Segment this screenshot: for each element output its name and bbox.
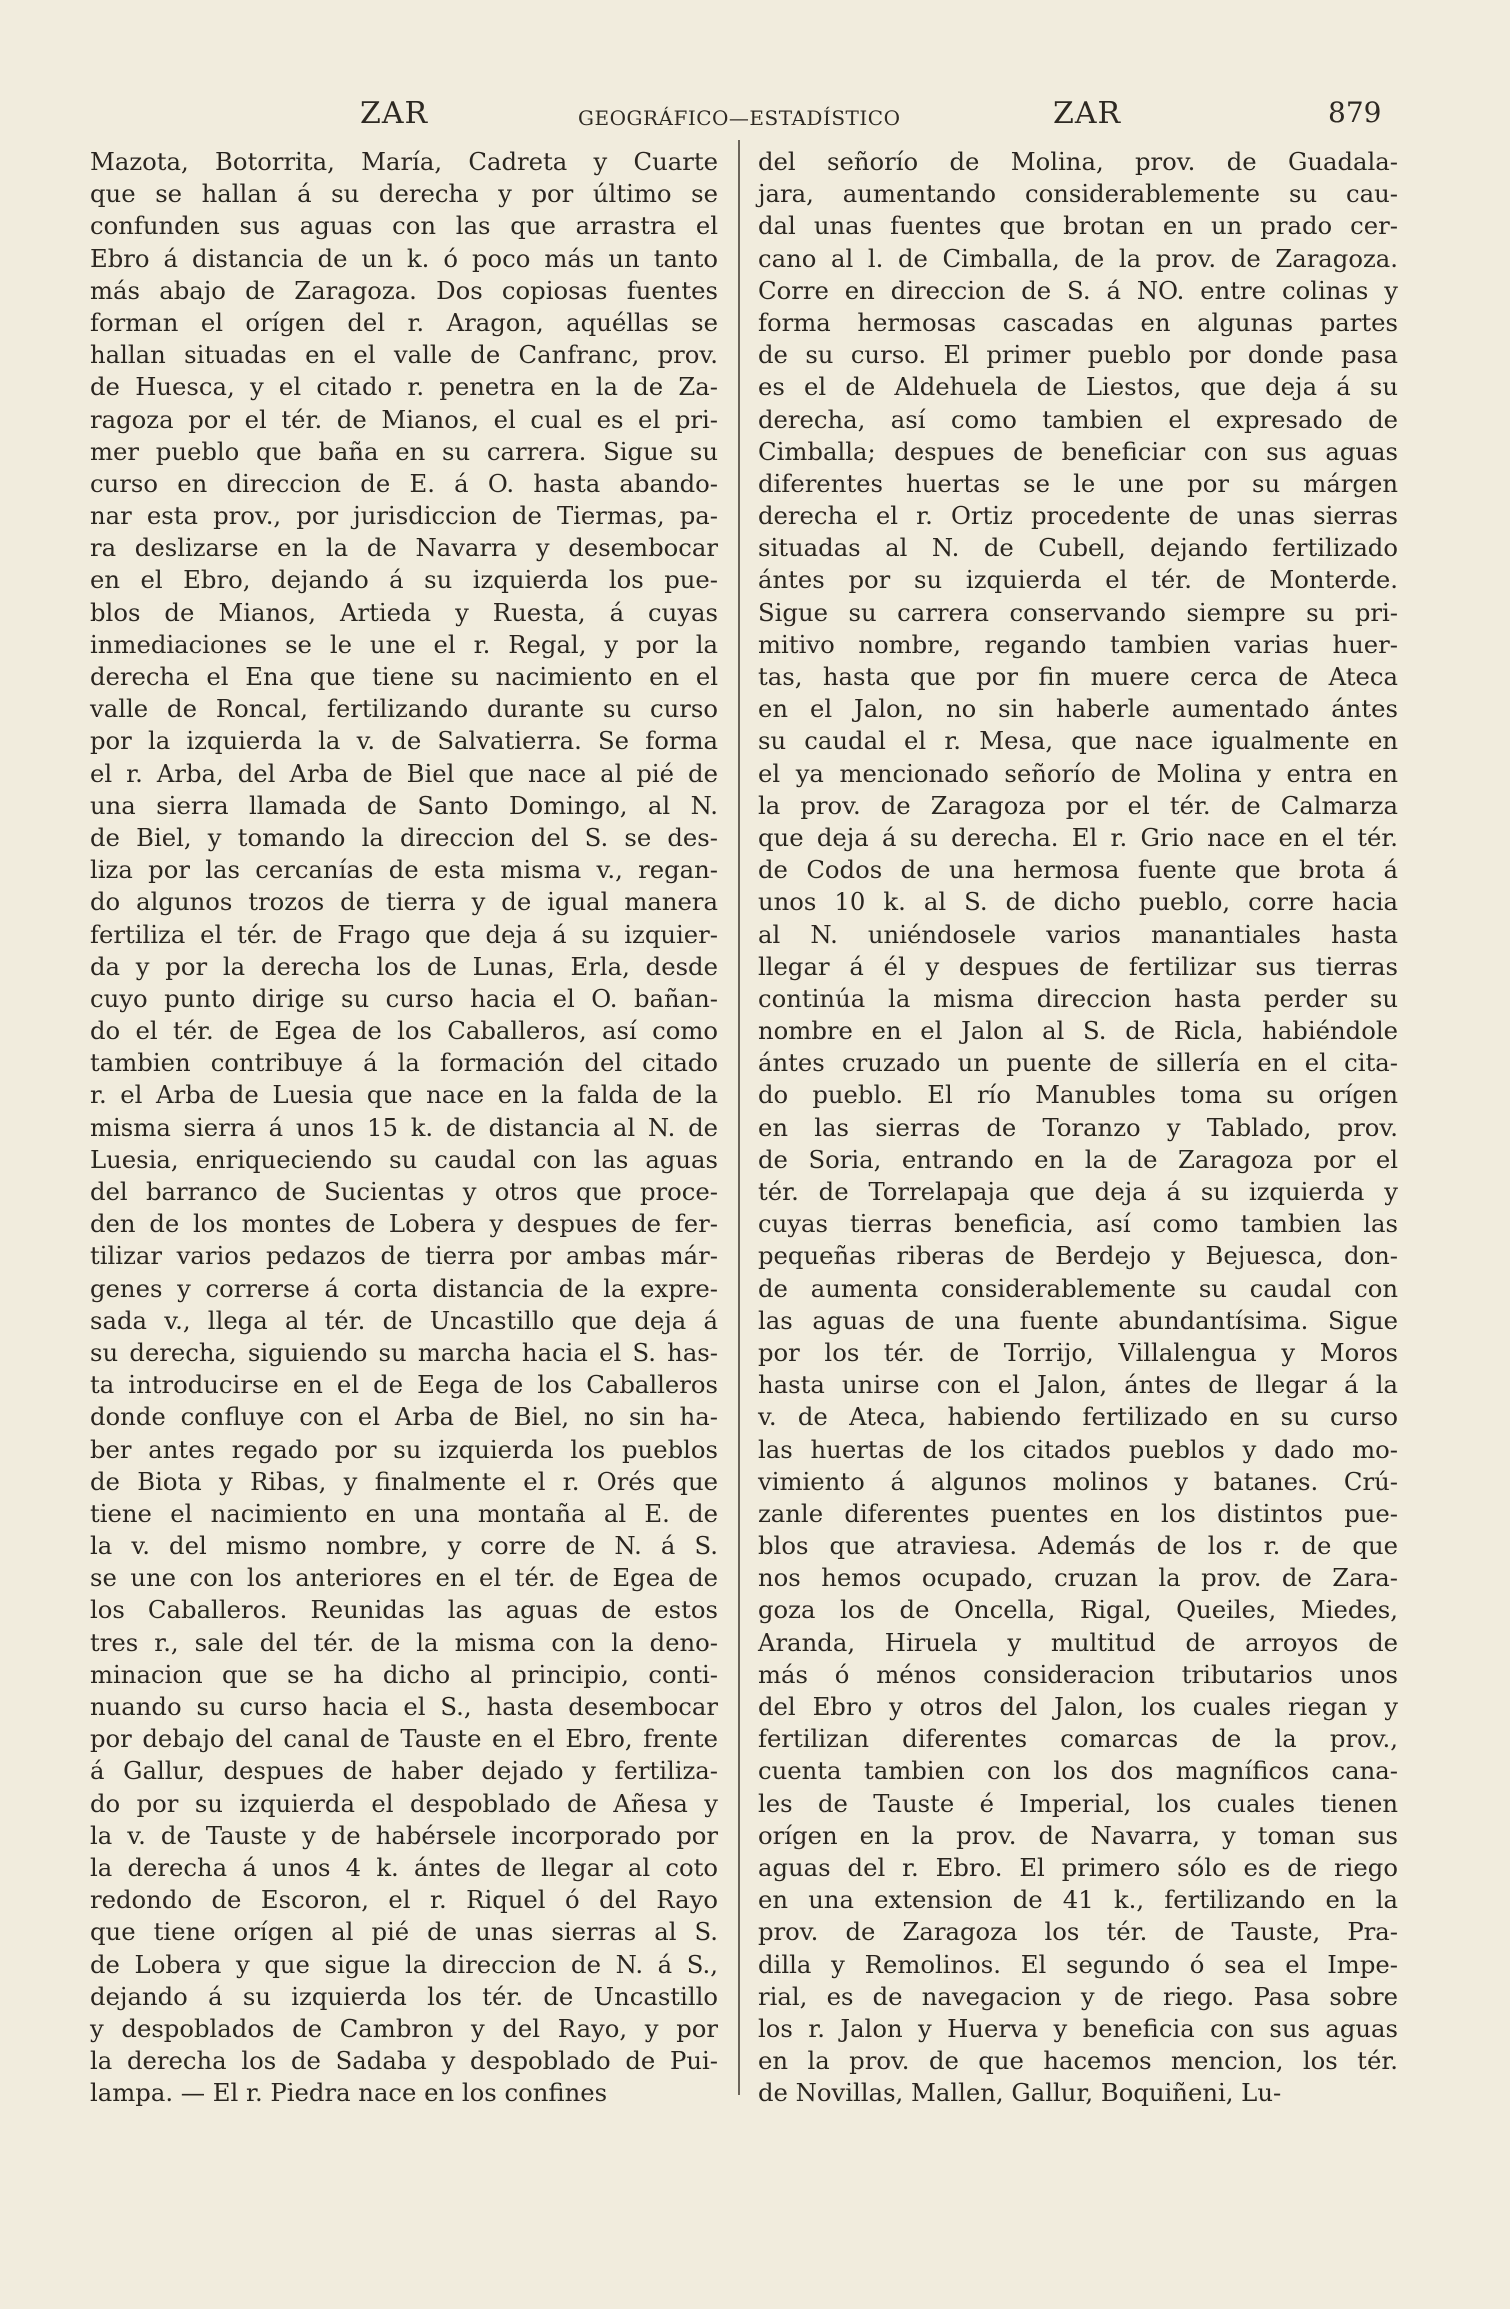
text-line: Mazota, Botorrita, María, Cadreta y Cuarte bbox=[90, 147, 718, 176]
text-line: del Ebro y otros del Jalon, los cuales riegan y bbox=[758, 1692, 1398, 1721]
text-line: les de Tauste é Imperial, los cuales tienen bbox=[758, 1788, 1398, 1818]
text-line: que se hallan á su derecha y por último se bbox=[90, 179, 718, 209]
text-line: aguas del r. Ebro. El primero sólo es de riego bbox=[758, 1852, 1398, 1882]
text-line: misma sierra á unos 15 k. de distancia al N. de bbox=[90, 1112, 718, 1142]
text-line: en el Jalon, no sin haberle aumentado ántes bbox=[758, 694, 1398, 724]
text-line: los Caballeros. Reunidas las aguas de estos bbox=[90, 1595, 718, 1625]
header-right-word: ZAR bbox=[1053, 96, 1122, 131]
text-line: curso en direccion de E. á O. hasta abando- bbox=[90, 468, 718, 498]
page-number: 879 bbox=[1328, 96, 1382, 129]
text-line: hasta unirse con el Jalon, ántes de llegar á la bbox=[758, 1370, 1398, 1400]
text-line: la derecha los de Sadaba y despoblado de Pui- bbox=[90, 2046, 718, 2076]
text-line: la v. de Tauste y de habérsele incorporado por bbox=[90, 1820, 718, 1850]
text-line: unos 10 k. al S. de dicho pueblo, corre hacia bbox=[758, 887, 1398, 917]
text-line: es el de Aldehuela de Liestos, que deja á su bbox=[758, 372, 1398, 402]
text-line: á Gallur, despues de haber dejado y fertiliza- bbox=[90, 1756, 718, 1786]
text-line: los r. Jalon y Huerva y beneficia con sus aguas bbox=[758, 2013, 1398, 2043]
text-line: dilla y Remolinos. El segundo ó sea el Impe- bbox=[758, 1949, 1398, 1979]
text-line: valle de Roncal, fertilizando durante su curso bbox=[90, 694, 718, 724]
header-center-title: GEOGRÁFICO—ESTADÍSTICO bbox=[578, 106, 901, 130]
text-line: minacion que se ha dicho al principio, conti- bbox=[90, 1659, 718, 1689]
text-line: la prov. de Zaragoza por el tér. de Calmarza bbox=[758, 790, 1398, 820]
text-line: mer pueblo que baña en su carrera. Sigue su bbox=[90, 436, 718, 466]
column-divider bbox=[738, 140, 740, 2095]
text-line: más abajo de Zaragoza. Dos copiosas fuentes bbox=[90, 275, 718, 305]
text-line: de su curso. El primer pueblo por donde pasa bbox=[758, 340, 1398, 370]
text-line: fertilizan diferentes comarcas de la prov., bbox=[758, 1724, 1398, 1754]
text-line: diferentes huertas se le une por su márgen bbox=[758, 468, 1398, 498]
text-line: tér. de Torrelapaja que deja á su izquierda y bbox=[758, 1177, 1398, 1206]
text-line: do pueblo. El río Manubles toma su orígen bbox=[758, 1080, 1398, 1110]
running-head bbox=[0, 96, 1510, 136]
text-line: nar esta prov., por jurisdiccion de Tiermas, pa- bbox=[90, 501, 718, 531]
text-line: derecha el Ena que tiene su nacimiento en el bbox=[90, 662, 718, 691]
text-line: tres r., sale del tér. de la misma con la deno- bbox=[90, 1627, 718, 1657]
text-line: tambien contribuye á la formación del citado bbox=[90, 1048, 718, 1078]
text-line: su derecha, siguiendo su marcha hacia el S. has- bbox=[90, 1337, 718, 1367]
text-line: su caudal el r. Mesa, que nace igualmente en bbox=[758, 726, 1398, 756]
text-line: Sigue su carrera conservando siempre su pri- bbox=[758, 597, 1398, 627]
right-column bbox=[758, 146, 1398, 2109]
text-line: lampa. — El r. Piedra nace en los confines bbox=[90, 2078, 608, 2108]
text-line: cuenta tambien con los dos magníficos cana- bbox=[758, 1756, 1398, 1786]
text-line: pequeñas riberas de Berdejo y Bejuesca, don- bbox=[758, 1241, 1398, 1271]
text-line: cuyas tierras beneficia, así como tambien las bbox=[758, 1209, 1398, 1239]
text-line: ra deslizarse en la de Navarra y desembocar bbox=[90, 533, 718, 563]
text-line: nombre en el Jalon al S. de Ricla, habiéndole bbox=[758, 1016, 1398, 1046]
text-line: la v. del mismo nombre, y corre de N. á S. bbox=[90, 1531, 718, 1561]
text-line: Luesia, enriqueciendo su caudal con las aguas bbox=[90, 1144, 718, 1174]
text-line: en una extension de 41 k., fertilizando en la bbox=[758, 1885, 1398, 1915]
text-line: de Biel, y tomando la direccion del S. se des- bbox=[90, 822, 718, 852]
text-line: donde confluye con el Arba de Biel, no sin ha- bbox=[90, 1402, 718, 1432]
text-line: derecha, así como tambien el expresado de bbox=[758, 404, 1398, 434]
text-line: jara, aumentando considerablemente su cau- bbox=[758, 179, 1398, 209]
left-column bbox=[90, 146, 718, 2109]
text-line: liza por las cercanías de esta misma v., regan- bbox=[90, 855, 718, 885]
text-line: que tiene orígen al pié de unas sierras al S. bbox=[90, 1917, 718, 1947]
text-line: confunden sus aguas con las que arrastra el bbox=[90, 211, 718, 241]
text-line: genes y correrse á corta distancia de la expre- bbox=[90, 1273, 718, 1303]
text-line: nos hemos ocupado, cruzan la prov. de Zara- bbox=[758, 1563, 1398, 1593]
text-line: por la izquierda la v. de Salvatierra. Se forma bbox=[90, 726, 718, 756]
text-line: continúa la misma direccion hasta perder su bbox=[758, 983, 1398, 1013]
text-line: derecha el r. Ortiz procedente de unas sierras bbox=[758, 501, 1398, 531]
text-line: v. de Ateca, habiendo fertilizado en su curso bbox=[758, 1402, 1398, 1432]
text-line: do algunos trozos de tierra y de igual manera bbox=[90, 887, 718, 917]
text-line: blos que atraviesa. Además de los r. de que bbox=[758, 1531, 1398, 1561]
text-line: ber antes regado por su izquierda los pueblos bbox=[90, 1434, 718, 1464]
text-line: en las sierras de Toranzo y Tablado, prov. bbox=[758, 1112, 1398, 1142]
text-line: Corre en direccion de S. á NO. entre colinas y bbox=[758, 275, 1398, 305]
text-line: el ya mencionado señorío de Molina y entra en bbox=[758, 758, 1398, 788]
text-line: cuyo punto dirige su curso hacia el O. bañan- bbox=[90, 983, 718, 1013]
text-line: tiene el nacimiento en una montaña al E. de bbox=[90, 1498, 718, 1528]
text-line: prov. de Zaragoza los tér. de Tauste, Pra- bbox=[758, 1917, 1398, 1947]
text-line: forma hermosas cascadas en algunas partes bbox=[758, 307, 1398, 337]
text-line: hallan situadas en el valle de Canfranc, prov. bbox=[90, 340, 718, 370]
text-line: por debajo del canal de Tauste en el Ebro, frente bbox=[90, 1724, 718, 1754]
text-line: goza los de Oncella, Rigal, Queiles, Miedes, bbox=[758, 1595, 1398, 1625]
text-line: una sierra llamada de Santo Domingo, al N. bbox=[90, 790, 718, 820]
text-line: ta introducirse en el de Eega de los Caballeros bbox=[90, 1370, 718, 1400]
text-line: más ó ménos consideracion tributarios unos bbox=[758, 1659, 1398, 1689]
text-line: r. el Arba de Luesia que nace en la falda de la bbox=[90, 1080, 718, 1110]
text-line: do el tér. de Egea de los Caballeros, así como bbox=[90, 1016, 718, 1046]
text-line: sada v., llega al tér. de Uncastillo que deja á bbox=[90, 1305, 718, 1335]
text-line: de Biota y Ribas, y finalmente el r. Orés que bbox=[90, 1466, 718, 1496]
text-line: ántes por su izquierda el tér. de Monterde. bbox=[758, 565, 1398, 595]
text-line: que deja á su derecha. El r. Grio nace en el tér. bbox=[758, 822, 1398, 852]
text-line: las aguas de una fuente abundantísima. Sigue bbox=[758, 1305, 1398, 1335]
text-line: da y por la derecha los de Lunas, Erla, desde bbox=[90, 951, 718, 981]
text-line: blos de Mianos, Artieda y Ruesta, á cuyas bbox=[90, 597, 718, 627]
text-line: cano al l. de Cimballa, de la prov. de Zaragoza. bbox=[758, 243, 1398, 273]
text-line: tilizar varios pedazos de tierra por ambas már- bbox=[90, 1241, 718, 1271]
text-line: den de los montes de Lobera y despues de fer- bbox=[90, 1209, 718, 1239]
text-line: orígen en la prov. de Navarra, y toman sus bbox=[758, 1820, 1398, 1850]
text-line: inmediaciones se le une el r. Regal, y por la bbox=[90, 629, 718, 659]
text-line: se une con los anteriores en el tér. de Egea de bbox=[90, 1563, 718, 1593]
text-line: en la prov. de que hacemos mencion, los tér. bbox=[758, 2046, 1398, 2076]
text-line: de Lobera y que sigue la direccion de N. á S., bbox=[90, 1949, 718, 1979]
text-line: llegar á él y despues de fertilizar sus tierras bbox=[758, 951, 1398, 981]
text-line: Cimballa; despues de beneficiar con sus aguas bbox=[758, 436, 1398, 466]
text-line: y despoblados de Cambron y del Rayo, y por bbox=[90, 2013, 718, 2043]
text-line: vimiento á algunos molinos y batanes. Crú- bbox=[758, 1466, 1398, 1496]
text-line: de Codos de una hermosa fuente que brota á bbox=[758, 855, 1398, 885]
text-line: ántes cruzado un puente de sillería en el cita- bbox=[758, 1048, 1398, 1078]
header-left-word: ZAR bbox=[360, 96, 429, 131]
text-line: Aranda, Hiruela y multitud de arroyos de bbox=[758, 1627, 1398, 1657]
text-line: del señorío de Molina, prov. de Guadala- bbox=[758, 147, 1398, 176]
text-line: zanle diferentes puentes en los distintos pue- bbox=[758, 1498, 1398, 1528]
text-line: de Huesca, y el citado r. penetra en la de Za- bbox=[90, 372, 718, 402]
text-line: las huertas de los citados pueblos y dado mo- bbox=[758, 1434, 1398, 1464]
text-line: de aumenta considerablemente su caudal con bbox=[758, 1273, 1398, 1303]
text-line: situadas al N. de Cubell, dejando fertilizado bbox=[758, 533, 1398, 563]
text-line: fertiliza el tér. de Frago que deja á su izquier- bbox=[90, 919, 718, 949]
text-line: dejando á su izquierda los tér. de Uncastillo bbox=[90, 1981, 718, 2011]
text-line: rial, es de navegacion y de riego. Pasa sobre bbox=[758, 1981, 1398, 2011]
text-line: del barranco de Sucientas y otros que proce- bbox=[90, 1177, 718, 1206]
text-line: por los tér. de Torrijo, Villalengua y Moros bbox=[758, 1337, 1398, 1367]
text-line: ragoza por el tér. de Mianos, el cual es el pri- bbox=[90, 404, 718, 434]
text-line: al N. uniéndosele varios manantiales hasta bbox=[758, 919, 1398, 949]
text-line: el r. Arba, del Arba de Biel que nace al pié de bbox=[90, 758, 718, 788]
text-line: forman el orígen del r. Aragon, aquéllas se bbox=[90, 307, 718, 337]
text-line: la derecha á unos 4 k. ántes de llegar al coto bbox=[90, 1852, 718, 1882]
text-line: de Soria, entrando en la de Zaragoza por el bbox=[758, 1144, 1398, 1174]
text-line: do por su izquierda el despoblado de Añesa y bbox=[90, 1788, 718, 1818]
text-line: tas, hasta que por fin muere cerca de Ateca bbox=[758, 662, 1398, 691]
text-line: de Novillas, Mallen, Gallur, Boquiñeni, Lu- bbox=[758, 2078, 1282, 2108]
text-line: redondo de Escoron, el r. Riquel ó del Rayo bbox=[90, 1885, 718, 1915]
text-line: dal unas fuentes que brotan en un prado cer- bbox=[758, 211, 1398, 241]
text-line: mitivo nombre, regando tambien varias huer- bbox=[758, 629, 1398, 659]
text-line: Ebro á distancia de un k. ó poco más un tanto bbox=[90, 243, 718, 273]
text-line: en el Ebro, dejando á su izquierda los pue- bbox=[90, 565, 718, 595]
text-line: nuando su curso hacia el S., hasta desembocar bbox=[90, 1692, 718, 1721]
